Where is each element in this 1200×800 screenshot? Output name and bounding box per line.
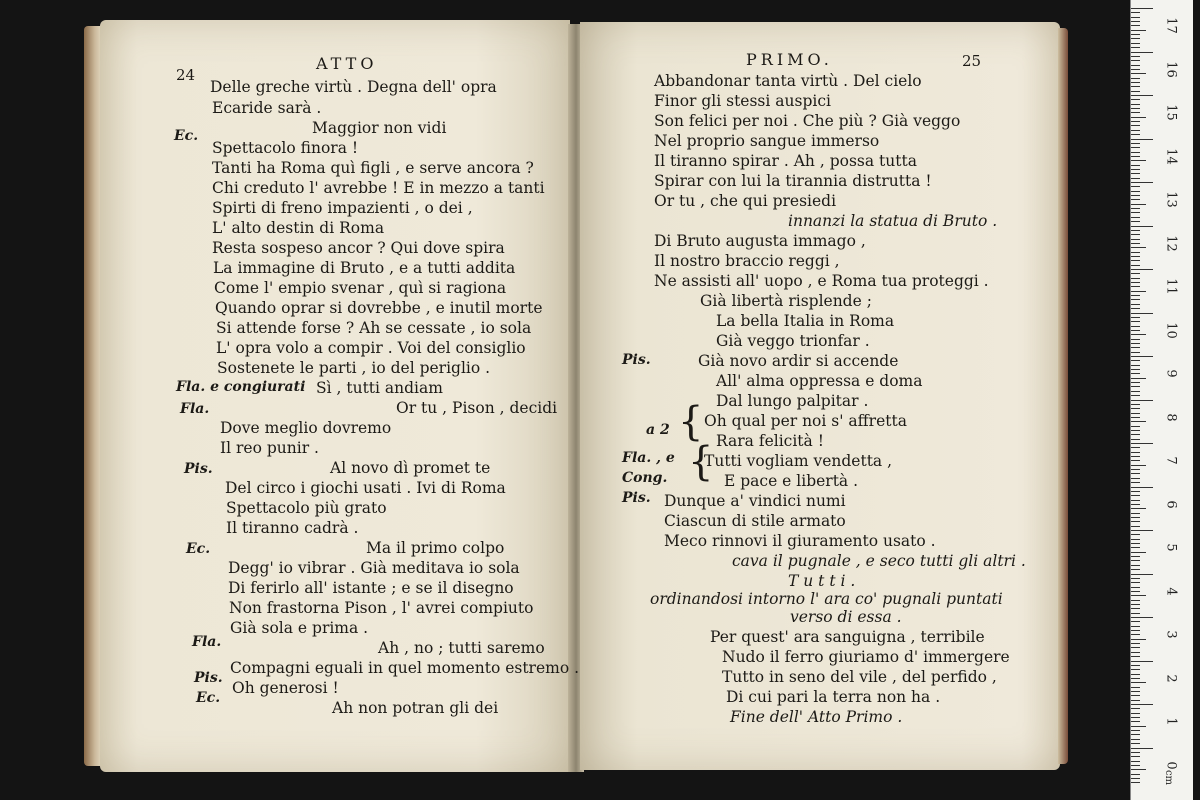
ruler-tick [1131, 656, 1140, 657]
ruler-tick [1131, 82, 1140, 83]
ruler-tick [1131, 30, 1146, 31]
left-line: Il reo punir . [220, 439, 319, 457]
left-line: Spirti di freno impazienti , o dei , [212, 199, 473, 217]
ruler-tick [1131, 539, 1140, 540]
stage-direction: cava il pugnale , e seco tutti gli altri . [732, 552, 1026, 570]
ruler-tick [1131, 221, 1140, 222]
ruler-tick [1131, 86, 1140, 87]
ruler-tick [1131, 378, 1146, 379]
right-line: Rara felicità ! [716, 432, 824, 450]
right-line: Or tu , che qui presiedi [654, 192, 837, 210]
ruler-number: 4 [1163, 586, 1179, 596]
ruler-tick [1131, 291, 1146, 292]
ruler-tick [1131, 465, 1146, 466]
ruler-tick [1131, 273, 1140, 274]
ruler-tick [1131, 482, 1140, 483]
ruler-tick [1131, 478, 1140, 479]
ruler-tick [1131, 730, 1140, 731]
ruler-tick [1131, 443, 1153, 444]
right-line: Ne assisti all' uopo , e Roma tua proteggi . [654, 272, 989, 290]
ruler-tick [1131, 313, 1153, 314]
right-line: Già libertà risplende ; [700, 292, 872, 310]
ruler-tick [1131, 195, 1140, 196]
left-line: Del circo i giochi usati . Ivi di Roma [225, 479, 506, 497]
ruler-tick [1131, 382, 1140, 383]
ruler-tick [1131, 761, 1140, 762]
ruler-tick [1131, 560, 1140, 561]
right-line: Di cui pari la terra non ha . [726, 688, 941, 706]
left-line: Si attende forse ? Ah se cessate , io sola [216, 319, 532, 337]
ruler-tick [1131, 139, 1153, 140]
ruler-tick [1131, 343, 1140, 344]
ruler-tick [1131, 52, 1153, 53]
right-line: Dunque a' vindici numi [664, 492, 846, 510]
ruler-tick [1131, 256, 1140, 257]
ruler-tick [1131, 413, 1140, 414]
ruler-tick [1131, 278, 1140, 279]
ruler-tick [1131, 734, 1140, 735]
ruler-tick [1131, 752, 1140, 753]
ruler-tick [1131, 704, 1153, 705]
ruler-tick [1131, 473, 1140, 474]
speaker-label: a 2 [646, 422, 670, 438]
ruler-tick [1131, 713, 1140, 714]
ruler-tick [1131, 317, 1140, 318]
ruler-number: 1 [1163, 717, 1179, 726]
ruler-tick [1131, 608, 1140, 609]
right-line: Spirar con lui la tirannia distrutta ! [654, 172, 932, 190]
ruler-tick [1131, 286, 1140, 287]
ruler-tick [1131, 191, 1140, 192]
ruler-tick [1131, 199, 1140, 200]
left-line: Maggior non vidi [312, 119, 447, 137]
ruler-tick [1131, 587, 1140, 588]
left-line: Ecaride sarà . [212, 99, 322, 117]
ruler-tick [1131, 347, 1140, 348]
ruler-tick [1131, 613, 1140, 614]
ruler-tick [1131, 369, 1140, 370]
right-line: Dal lungo palpitar . [716, 392, 869, 410]
ruler-tick [1131, 326, 1140, 327]
stage-direction: ordinandosi intorno l' ara co' pugnali puntati [650, 590, 1003, 608]
ruler-tick [1131, 95, 1153, 96]
ruler-tick [1131, 678, 1140, 679]
right-line: All' alma oppressa e doma [716, 372, 923, 390]
left-line: Sostenete le parti , io del periglio . [217, 359, 491, 377]
speaker-label: Fla. [192, 634, 222, 650]
ruler-tick [1131, 247, 1146, 248]
left-line: Tanti ha Roma quì figli , e serve ancora ? [212, 159, 534, 177]
ruler-tick [1131, 452, 1140, 453]
ruler-number: 9 [1163, 369, 1179, 378]
speaker-label: Pis. [184, 461, 213, 477]
brace-icon: { [688, 439, 714, 485]
ruler-tick [1131, 265, 1140, 266]
ruler-tick [1131, 404, 1140, 405]
ruler-tick [1131, 69, 1140, 70]
ruler-tick [1131, 460, 1140, 461]
ruler-tick [1131, 230, 1140, 231]
ruler-tick [1131, 25, 1140, 26]
ruler-tick [1131, 765, 1140, 766]
ruler-tick [1131, 691, 1140, 692]
ruler-tick [1131, 8, 1153, 9]
ruler-tick [1131, 260, 1140, 261]
left-line: Non frastorna Pison , l' avrei compiuto [229, 599, 534, 617]
left-line: Delle greche virtù . Degna dell' opra [210, 78, 497, 96]
ruler-tick [1131, 269, 1153, 270]
ruler-tick [1131, 552, 1146, 553]
ruler-tick [1131, 408, 1140, 409]
ruler-tick [1131, 434, 1140, 435]
speaker-label: Ec. [196, 690, 221, 706]
speaker-label: Pis. [622, 490, 651, 506]
ruler-tick [1131, 78, 1140, 79]
right-page-edges [1058, 28, 1068, 764]
ruler-tick [1131, 513, 1140, 514]
right-line: Tutti vogliam vendetta , [704, 452, 893, 470]
ruler-number: 16 [1163, 60, 1179, 78]
ruler-tick [1131, 73, 1146, 74]
ruler-tick [1131, 21, 1140, 22]
ruler-tick [1131, 487, 1153, 488]
right-line: Nudo il ferro giuriamo d' immergere [722, 648, 1010, 666]
right-line: La bella Italia in Roma [716, 312, 895, 330]
ruler-tick [1131, 186, 1140, 187]
ruler-tick [1131, 391, 1140, 392]
ruler-tick [1131, 426, 1140, 427]
ruler-number: 15 [1163, 104, 1179, 121]
ruler-tick [1131, 661, 1153, 662]
ruler-tick [1131, 56, 1140, 57]
right-line: Il tiranno spirar . Ah , possa tutta [654, 152, 917, 170]
ruler-number: 2 [1163, 673, 1179, 683]
left-page-number: 24 [176, 66, 196, 84]
stage-direction: verso di essa . [790, 608, 902, 626]
right-line: Nel proprio sangue immerso [654, 132, 880, 150]
ruler-tick [1131, 774, 1140, 775]
speaker-label: Fla. , e [622, 450, 675, 466]
ruler-number: 7 [1163, 456, 1179, 465]
ruler-tick [1131, 38, 1140, 39]
ruler-tick [1131, 721, 1140, 722]
ruler-tick [1131, 143, 1140, 144]
ruler-tick [1131, 708, 1140, 709]
ruler-tick [1131, 334, 1146, 335]
ruler-tick [1131, 365, 1140, 366]
ruler-number: 13 [1163, 191, 1179, 208]
ruler-tick [1131, 234, 1140, 235]
ruler-tick [1131, 308, 1140, 309]
ruler-tick [1131, 352, 1140, 353]
ruler-tick [1131, 652, 1140, 653]
left-line: Or tu , Pison , decidi [396, 399, 558, 417]
left-line: Compagni eguali in quel momento estremo . [230, 659, 580, 677]
brace-icon: { [678, 399, 704, 445]
ruler-tick [1131, 604, 1140, 605]
ruler-tick [1131, 169, 1140, 170]
right-line: Il nostro braccio reggi , [654, 252, 840, 270]
speaker-label: Pis. [194, 670, 223, 686]
ruler-number: 10 [1163, 321, 1179, 339]
ruler-tick [1131, 417, 1140, 418]
ruler-tick [1131, 125, 1140, 126]
ruler-number: 6 [1163, 499, 1179, 509]
right-page-header: PRIMO. [746, 50, 833, 69]
left-line: Oh generosi ! [232, 679, 339, 697]
ruler-tick [1131, 91, 1140, 92]
ruler-tick [1131, 165, 1140, 166]
ruler-tick [1131, 386, 1140, 387]
ruler-tick [1131, 687, 1140, 688]
ruler-tick [1131, 421, 1146, 422]
ruler-tick [1131, 112, 1140, 113]
speaker-label: Cong. [622, 470, 668, 486]
ruler-unit: cm [1163, 769, 1175, 786]
ruler-tick [1131, 178, 1140, 179]
ruler-tick [1131, 530, 1153, 531]
ruler-tick [1131, 639, 1146, 640]
ruler-tick [1131, 500, 1140, 501]
ruler-tick [1131, 578, 1140, 579]
right-line: Son felici per noi . Che più ? Già veggo [654, 112, 961, 130]
ruler-tick [1131, 34, 1140, 35]
ruler-tick [1131, 556, 1140, 557]
tutti-heading: T u t t i . [788, 572, 856, 590]
ruler-tick [1131, 330, 1140, 331]
speaker-label: Fla. e congiurati [176, 379, 306, 395]
ruler-tick [1131, 99, 1140, 100]
right-line: E pace e libertà . [724, 472, 859, 490]
ruler-tick [1131, 395, 1140, 396]
ruler-tick [1131, 160, 1146, 161]
ruler-number: 3 [1163, 630, 1179, 639]
ruler-tick [1131, 621, 1140, 622]
ruler-tick [1131, 591, 1140, 592]
ruler-number: 12 [1163, 234, 1179, 252]
ruler-tick [1131, 634, 1140, 635]
left-line: Degg' io vibrar . Già meditava io sola [228, 559, 520, 577]
left-line: Il tiranno cadrà . [226, 519, 359, 537]
ruler-number: 14 [1163, 147, 1179, 165]
ruler-tick [1131, 152, 1140, 153]
ruler-tick [1131, 782, 1140, 783]
ruler-tick [1131, 65, 1140, 66]
ruler-tick [1131, 104, 1140, 105]
left-line: L' opra volo a compir . Voi del consiglio [216, 339, 526, 357]
left-line: L' alto destin di Roma [212, 219, 385, 237]
ruler-tick [1131, 17, 1140, 18]
ruler-tick [1131, 243, 1140, 244]
ruler-tick [1131, 748, 1153, 749]
right-line: Di Bruto augusta immago , [654, 232, 866, 250]
ruler-tick [1131, 743, 1140, 744]
ruler-tick [1131, 173, 1140, 174]
right-line: Ciascun di stile armato [664, 512, 846, 530]
left-line: Ah , no ; tutti saremo [378, 639, 545, 657]
ruler-tick [1131, 682, 1146, 683]
ruler-tick [1131, 182, 1153, 183]
ruler-tick [1131, 626, 1140, 627]
ruler-tick [1131, 630, 1140, 631]
ruler-tick [1131, 547, 1140, 548]
ruler-tick [1131, 504, 1140, 505]
ruler-tick [1131, 565, 1140, 566]
ruler-tick [1131, 212, 1140, 213]
ruler-tick [1131, 717, 1140, 718]
ruler-number: 11 [1163, 278, 1179, 295]
left-line: Al novo dì promet te [330, 459, 491, 477]
ruler-tick [1131, 495, 1140, 496]
ruler-tick [1131, 121, 1140, 122]
ruler-tick [1131, 739, 1140, 740]
ruler-tick [1131, 400, 1153, 401]
ruler-tick [1131, 134, 1140, 135]
left-line: La immagine di Bruto , e a tutti addita [213, 259, 516, 277]
right-line: Oh qual per noi s' affretta [704, 412, 907, 430]
ruler-tick [1131, 669, 1140, 670]
ruler-tick [1131, 700, 1140, 701]
ruler-tick [1131, 321, 1140, 322]
ruler-number: 17 [1163, 17, 1179, 34]
ruler-tick [1131, 582, 1140, 583]
ruler-tick [1131, 647, 1140, 648]
ruler-tick [1131, 108, 1140, 109]
closing-line: Fine dell' Atto Primo . [730, 708, 903, 726]
stage-direction: innanzi la statua di Bruto . [788, 212, 998, 230]
left-line: Di ferirlo all' istante ; e se il disegno [228, 579, 514, 597]
ruler-tick [1131, 117, 1146, 118]
ruler-tick [1131, 674, 1140, 675]
right-line: Già novo ardir si accende [698, 352, 899, 370]
ruler-tick [1131, 439, 1140, 440]
ruler-tick [1131, 304, 1140, 305]
ruler-tick [1131, 643, 1140, 644]
ruler-tick [1131, 665, 1140, 666]
ruler-tick [1131, 534, 1140, 535]
right-line: Già veggo trionfar . [716, 332, 870, 350]
ruler-number: 8 [1163, 412, 1179, 422]
ruler-tick [1131, 156, 1140, 157]
measurement-ruler [1130, 0, 1193, 800]
ruler-tick [1131, 208, 1140, 209]
ruler-tick [1131, 147, 1140, 148]
speaker-label: Fla. [180, 401, 210, 417]
ruler-tick [1131, 778, 1140, 779]
left-line: Come l' empio svenar , quì si ragiona [214, 279, 507, 297]
ruler-tick [1131, 295, 1140, 296]
ruler-tick [1131, 447, 1140, 448]
right-page-number: 25 [962, 52, 982, 70]
ruler-tick [1131, 617, 1153, 618]
ruler-tick [1131, 356, 1153, 357]
ruler-tick [1131, 569, 1140, 570]
left-line: Spettacolo più grato [226, 499, 387, 517]
ruler-tick [1131, 430, 1140, 431]
right-line: Abbandonar tanta virtù . Del cielo [654, 72, 922, 90]
ruler-tick [1131, 299, 1140, 300]
left-line: Già sola e prima . [230, 619, 369, 637]
ruler-tick [1131, 239, 1140, 240]
right-line: Per quest' ara sanguigna , terribile [710, 628, 985, 646]
right-line: Meco rinnovi il giuramento usato . [664, 532, 936, 550]
ruler-tick [1131, 508, 1146, 509]
ruler-tick [1131, 574, 1153, 575]
left-line: Dove meglio dovremo [220, 419, 392, 437]
ruler-tick [1131, 595, 1146, 596]
ruler-tick [1131, 43, 1140, 44]
left-line: Sì , tutti andiam [316, 379, 443, 397]
ruler-tick [1131, 517, 1140, 518]
ruler-tick [1131, 769, 1146, 770]
speaker-label: Ec. [186, 541, 211, 557]
speaker-label: Ec. [174, 128, 199, 144]
speaker-label: Pis. [622, 352, 651, 368]
ruler-tick [1131, 521, 1140, 522]
left-page-header: ATTO [316, 54, 378, 73]
ruler-tick [1131, 252, 1140, 253]
ruler-tick [1131, 373, 1140, 374]
ruler-number: 0 [1163, 760, 1179, 770]
ruler-tick [1131, 456, 1140, 457]
ruler-tick [1131, 339, 1140, 340]
ruler-tick [1131, 226, 1153, 227]
ruler-tick [1131, 469, 1140, 470]
ruler-tick [1131, 47, 1140, 48]
ruler-tick [1131, 60, 1140, 61]
ruler-tick [1131, 282, 1140, 283]
left-line: Resta sospeso ancor ? Qui dove spira [212, 239, 505, 257]
ruler-tick [1131, 543, 1140, 544]
ruler-tick [1131, 526, 1140, 527]
ruler-tick [1131, 491, 1140, 492]
ruler-tick [1131, 756, 1140, 757]
ruler-tick [1131, 12, 1140, 13]
right-line: Finor gli stessi auspici [654, 92, 831, 110]
left-line: Ma il primo colpo [366, 539, 505, 557]
ruler-tick [1131, 360, 1140, 361]
right-line: Tutto in seno del vile , del perfido , [722, 668, 997, 686]
ruler-tick [1131, 695, 1140, 696]
ruler-tick [1131, 600, 1140, 601]
left-line: Ah non potran gli dei [332, 699, 499, 717]
ruler-tick [1131, 204, 1146, 205]
ruler-tick [1131, 726, 1146, 727]
ruler-tick [1131, 217, 1140, 218]
left-line: Quando oprar si dovrebbe , e inutil morte [215, 299, 543, 317]
left-line: Spettacolo finora ! [212, 139, 359, 157]
ruler-number: 5 [1163, 543, 1179, 552]
ruler-tick [1131, 130, 1140, 131]
left-line: Chi creduto l' avrebbe ! E in mezzo a tanti [212, 179, 545, 197]
